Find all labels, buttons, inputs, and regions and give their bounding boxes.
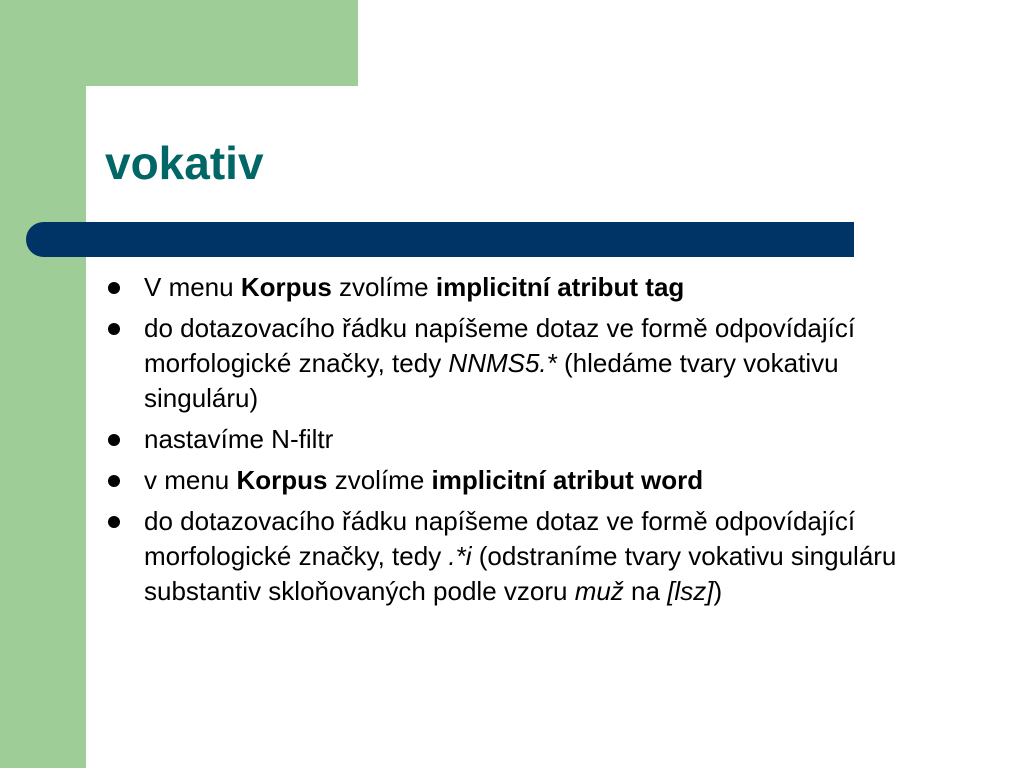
bullet-item — [104, 311, 904, 416]
bullet-text: (odstraníme tvary vokativu singuláru substantiv skloňovaných podle vzoru — [144, 541, 897, 606]
bullet-text: ) — [713, 576, 723, 606]
bullet-text: V menu — [144, 272, 241, 302]
bullet-bold-text: Korpus — [240, 272, 332, 302]
top-green-block — [0, 0, 358, 86]
bullet-text: v menu — [144, 465, 237, 495]
bullet-text: zvolíme — [327, 465, 432, 495]
bullet-dot-icon — [108, 475, 120, 487]
bullet-italic-text: NNMS5.* — [448, 348, 557, 378]
bullet-item — [104, 463, 904, 498]
title-divider-bar — [26, 222, 854, 257]
bullet-text: zvolíme — [331, 272, 436, 302]
bullet-italic-text: muž — [574, 576, 624, 606]
bullet-text: nastavíme N-filtr — [144, 424, 334, 454]
bullet-italic-text: .*i — [448, 541, 472, 571]
bullet-dot-icon — [108, 282, 120, 294]
bullet-text: do dotazovacího řádku napíšeme dotaz ve formě odpovídající morfologické značky, tedy — [144, 506, 856, 571]
bullet-bold-text: Korpus — [236, 465, 328, 495]
slide-title: vokativ — [105, 137, 264, 189]
bullet-item — [104, 504, 904, 609]
bullet-text: (hledáme tvary vokativu singuláru) — [144, 348, 839, 413]
bullet-bold-text: implicitní atribut word — [431, 465, 704, 495]
bullet-bold-text: implicitní atribut tag — [435, 272, 685, 302]
bullet-dot-icon — [108, 323, 120, 335]
left-green-band — [0, 0, 86, 768]
bullet-italic-text: [lsz] — [667, 576, 714, 606]
bullet-text: do dotazovacího řádku napíšeme dotaz ve formě odpovídající morfologické značky, tedy — [144, 313, 856, 378]
bullet-text: na — [623, 576, 668, 606]
bullet-list — [104, 270, 904, 615]
bullet-item — [104, 270, 904, 305]
bullet-item — [104, 422, 904, 457]
bullet-dot-icon — [108, 434, 120, 446]
bullet-dot-icon — [108, 516, 120, 528]
